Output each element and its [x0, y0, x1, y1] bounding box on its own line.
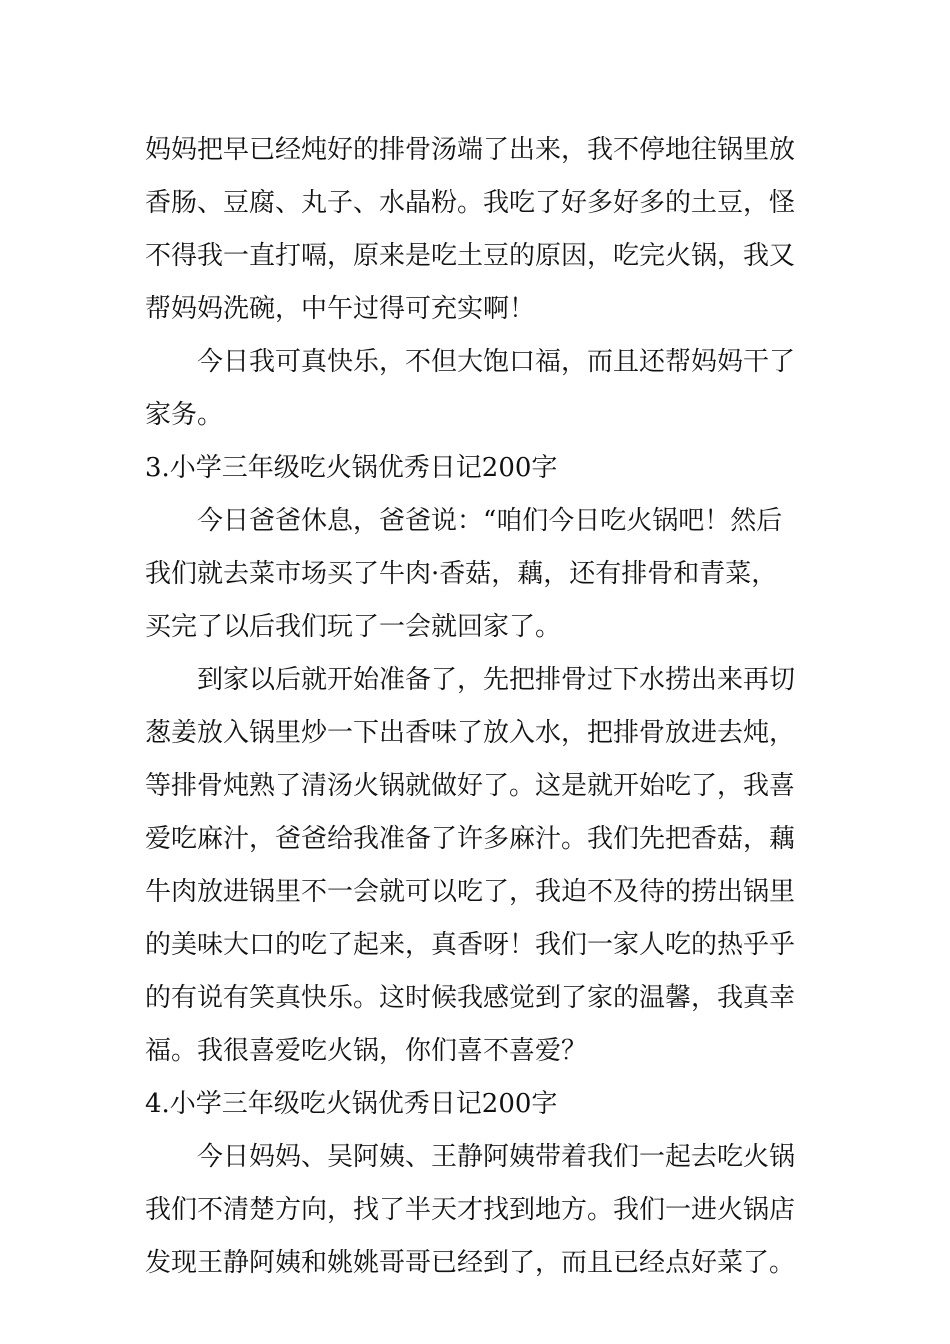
paragraph-line: 发现王静阿姨和姚姚哥哥已经到了，而且已经点好菜了。 — [145, 1248, 796, 1278]
paragraph-line: 帮妈妈洗碗，中午过得可充实啊！ — [145, 294, 536, 324]
paragraph-line: 到家以后就开始准备了，先把排骨过下水捞出来再切 — [197, 665, 796, 695]
paragraph-line: 我们就去菜市场买了牛肉·香菇，藕，还有排骨和青菜， — [145, 559, 778, 589]
paragraph-line: 葱姜放入锅里炒一下出香味了放入水，把排骨放进去炖， — [145, 718, 796, 748]
paragraph-line: 福。我很喜爱吃火锅，你们喜不喜爱？ — [145, 1036, 588, 1066]
paragraph-line: 等排骨炖熟了清汤火锅就做好了。这是就开始吃了，我喜 — [145, 771, 796, 801]
paragraph-line: 不得我一直打嗝，原来是吃土豆的原因，吃完火锅，我又 — [145, 241, 796, 271]
section-heading: 4.小学三年级吃火锅优秀日记200字 — [145, 1089, 558, 1119]
paragraph-line: 我们不清楚方向，找了半天才找到地方。我们一进火锅店 — [145, 1195, 796, 1225]
paragraph-line: 的有说有笑真快乐。这时候我感觉到了家的温馨，我真幸 — [145, 983, 796, 1013]
section-heading: 3.小学三年级吃火锅优秀日记200字 — [145, 453, 558, 483]
paragraph-line: 的美味大口的吃了起来，真香呀！我们一家人吃的热乎乎 — [145, 930, 796, 960]
paragraph-line: 妈妈把早已经炖好的排骨汤端了出来，我不停地往锅里放 — [145, 135, 796, 165]
paragraph-line: 今日我可真快乐，不但大饱口福，而且还帮妈妈干了 — [197, 347, 796, 377]
diary-text — [145, 124, 810, 1290]
paragraph-line: 买完了以后我们玩了一会就回家了。 — [145, 612, 562, 642]
paragraph-line: 香肠、豆腐、丸子、水晶粉。我吃了好多好多的土豆，怪 — [145, 188, 796, 218]
paragraph-line: 牛肉放进锅里不一会就可以吃了，我迫不及待的捞出锅里 — [145, 877, 796, 907]
paragraph-line: 爱吃麻汁，爸爸给我准备了许多麻汁。我们先把香菇，藕 — [145, 824, 796, 854]
paragraph-line: 家务。 — [145, 400, 224, 430]
paragraph-line: 今日妈妈、吴阿姨、王静阿姨带着我们一起去吃火锅 — [197, 1142, 796, 1172]
paragraph-line: 今日爸爸休息，爸爸说：“咱们今日吃火锅吧！然后 — [197, 506, 783, 536]
